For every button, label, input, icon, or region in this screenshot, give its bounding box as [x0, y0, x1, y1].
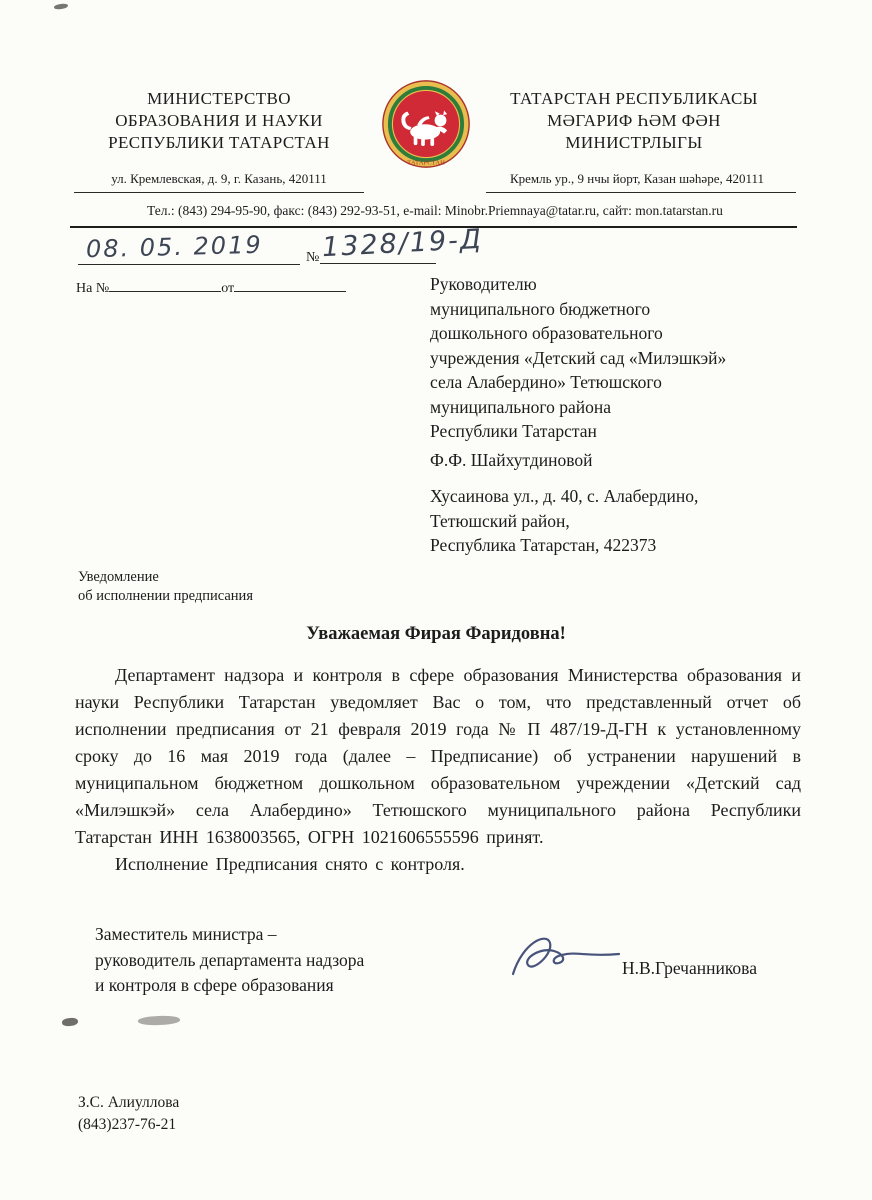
reply-from-label: от: [221, 281, 235, 296]
executor-name: З.С. Алиуллова: [78, 1094, 180, 1111]
recipient-line: дошкольного образовательного: [430, 323, 663, 343]
recipient-address-line: Республика Татарстан, 422373: [430, 535, 657, 555]
reply-prefix-label: На №: [76, 281, 110, 296]
signer-position-block: [95, 922, 364, 999]
body-paragraph-1: Департамент надзора и контроля в сфере образования Министерства образования и науки Республики Татарстан уведомляет Вас о том, что представленный отчет об исполнении предписания от 21 февраля 2019 года № П 487/19-Д-ГН к установленному сроку до 16 мая 2019 года (далее – Предписание) об устранении нарушений в муниципальном бюджетном дошкольном образовательном учреждении «Детский сад «Милэшкэй» села Алабердино» Тетюшского муниципального района Республики Татарстан ИНН 1638003565, ОГРН 1021606555596 принят.: [75, 665, 801, 847]
header-rule-right: [486, 192, 796, 193]
subject-block: [78, 568, 253, 606]
scan-artifact: [138, 1015, 180, 1025]
tatarstan-emblem: [382, 79, 470, 169]
reply-reference-line: [76, 277, 346, 297]
ministry-title-tt-line: ТАТАРСТАН РЕСПУБЛИКАСЫ: [510, 89, 758, 108]
ministry-address-tt: Кремль ур., 9 нчы йорт, Казан шәһәре, 420111: [509, 171, 765, 186]
ministry-title-tt-line: МӘГАРИФ ҺӘМ ФӘН: [547, 111, 721, 130]
reply-date-blank: [234, 277, 346, 292]
recipient-address-line: Хусаинова ул., д. 40, с. Алабердино,: [430, 486, 699, 506]
recipient-block: [430, 272, 790, 444]
recipient-line: муниципального бюджетного: [430, 298, 651, 319]
recipient-line: муниципального района: [430, 396, 612, 417]
letter-body: [75, 662, 801, 878]
subject-line: Уведомление: [78, 569, 159, 585]
recipient-line: учреждения «Детский сад «Милэшкэй»: [430, 347, 727, 368]
ministry-title-ru: [83, 88, 355, 154]
salutation: Уважаемая Фирая Фаридовна!: [306, 624, 566, 644]
executor-block: [78, 1092, 179, 1136]
body-paragraph-2: Исполнение Предписания снято с контроля.: [115, 854, 465, 874]
emblem-caption: ТАТАРСТАН: [407, 159, 445, 167]
recipient-line: села Алабердино» Тетюшского: [430, 372, 662, 392]
ministry-title-ru-line: РЕСПУБЛИКИ ТАТАРСТАН: [108, 133, 330, 152]
signer-name: Н.В.Гречанникова: [622, 958, 757, 978]
recipient-address-line: Тетюшский район,: [430, 510, 570, 531]
scan-artifact: [54, 3, 69, 10]
number-blank-line: [320, 263, 436, 264]
subject-line: об исполнении предписания: [78, 588, 253, 604]
executor-phone: (843)237-76-21: [78, 1116, 177, 1133]
contact-line: Тел.: (843) 294-95-90, факс: (843) 292-93-51, e-mail: Minobr.Priemnaya@tatar.ru, сайт: mon.tatarstan.ru: [147, 203, 723, 218]
ministry-title-tt: [478, 88, 790, 154]
handwritten-date: 08. 05. 2019: [85, 230, 264, 264]
signer-position-line: руководитель департамента надзора: [95, 949, 365, 970]
recipient-line: Республики Татарстан: [430, 421, 597, 441]
handwritten-signature: [505, 930, 625, 988]
ministry-title-ru-line: МИНИСТЕРСТВО: [147, 89, 291, 108]
recipient-address: [430, 484, 790, 558]
date-blank-line: [78, 264, 300, 265]
handwritten-number: 1328/19-Д: [321, 223, 484, 264]
scan-artifact: [62, 1017, 79, 1027]
number-sign: №: [306, 250, 320, 265]
reply-number-blank: [109, 277, 221, 292]
recipient-line: Руководителю: [430, 274, 537, 294]
header-rule-left: [74, 192, 364, 193]
ministry-title-tt-line: МИНИСТРЛЫГЫ: [565, 133, 703, 152]
signer-position-line: и контроля в сфере образования: [95, 975, 334, 995]
ministry-title-ru-line: ОБРАЗОВАНИЯ И НАУКИ: [115, 111, 323, 130]
ministry-address-ru: ул. Кремлевская, д. 9, г. Казань, 420111: [111, 171, 327, 186]
signer-position-line: Заместитель министра –: [95, 924, 277, 944]
recipient-name: Ф.Ф. Шайхутдиновой: [430, 450, 593, 470]
